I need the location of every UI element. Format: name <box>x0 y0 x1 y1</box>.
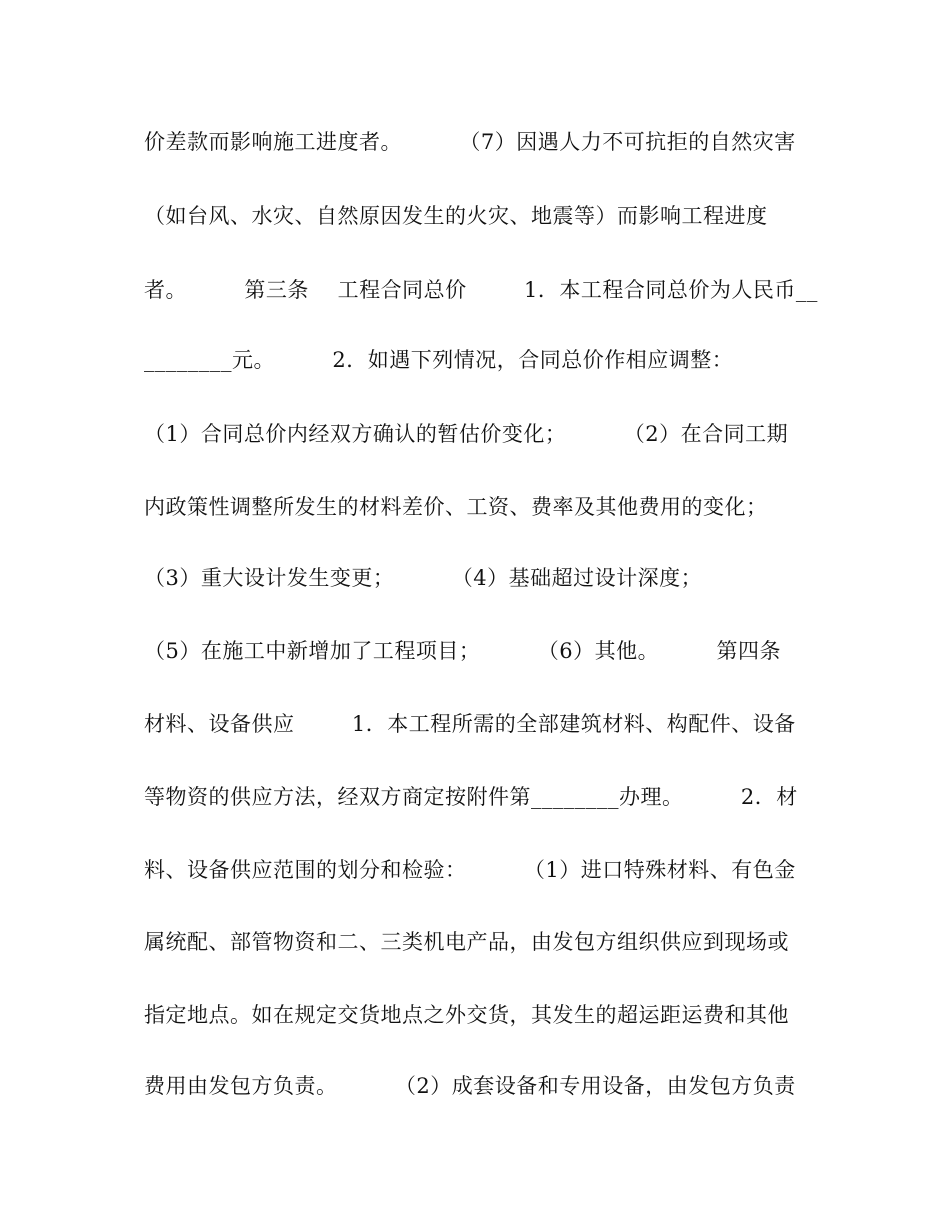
text-line: （5）在施工中新增加了工程项目； （6）其他。 第四条 <box>144 639 782 663</box>
text-line: 指定地点。如在规定交货地点之外交货，其发生的超运距运费和其他 <box>144 1003 789 1027</box>
text-line: ________元。 2．如遇下列情况，合同总价作相应调整： <box>144 348 734 372</box>
text-line: 材料、设备供应 1．本工程所需的全部建筑材料、构配件、设备 <box>144 712 796 736</box>
text-line: 料、设备供应范围的划分和检验： （1）进口特殊材料、有色金 <box>144 858 796 882</box>
text-line: （1）合同总价内经双方确认的暂估价变化； （2）在合同工期 <box>144 422 789 446</box>
text-line: 价差款而影响施工进度者。 （7）因遇人力不可抗拒的自然灾害 <box>144 130 796 154</box>
text-line: （如台风、水灾、自然原因发生的火灾、地震等）而影响工程进度 <box>144 204 768 228</box>
text-line: 费用由发包方负责。 （2）成套设备和专用设备，由发包方负责 <box>144 1074 796 1098</box>
text-line: （3）重大设计发生变更； （4）基础超过设计深度； <box>144 566 703 590</box>
text-line: 内政策性调整所发生的材料差价、工资、费率及其他费用的变化； <box>144 495 768 519</box>
text-line: 属统配、部管物资和二、三类机电产品，由发包方组织供应到现场或 <box>144 930 789 954</box>
text-line: 者。 第三条 工程合同总价 1．本工程合同总价为人民币__ <box>144 278 818 302</box>
text-line: 等物资的供应方法，经双方商定按附件第________办理。 2．材 <box>144 785 798 809</box>
